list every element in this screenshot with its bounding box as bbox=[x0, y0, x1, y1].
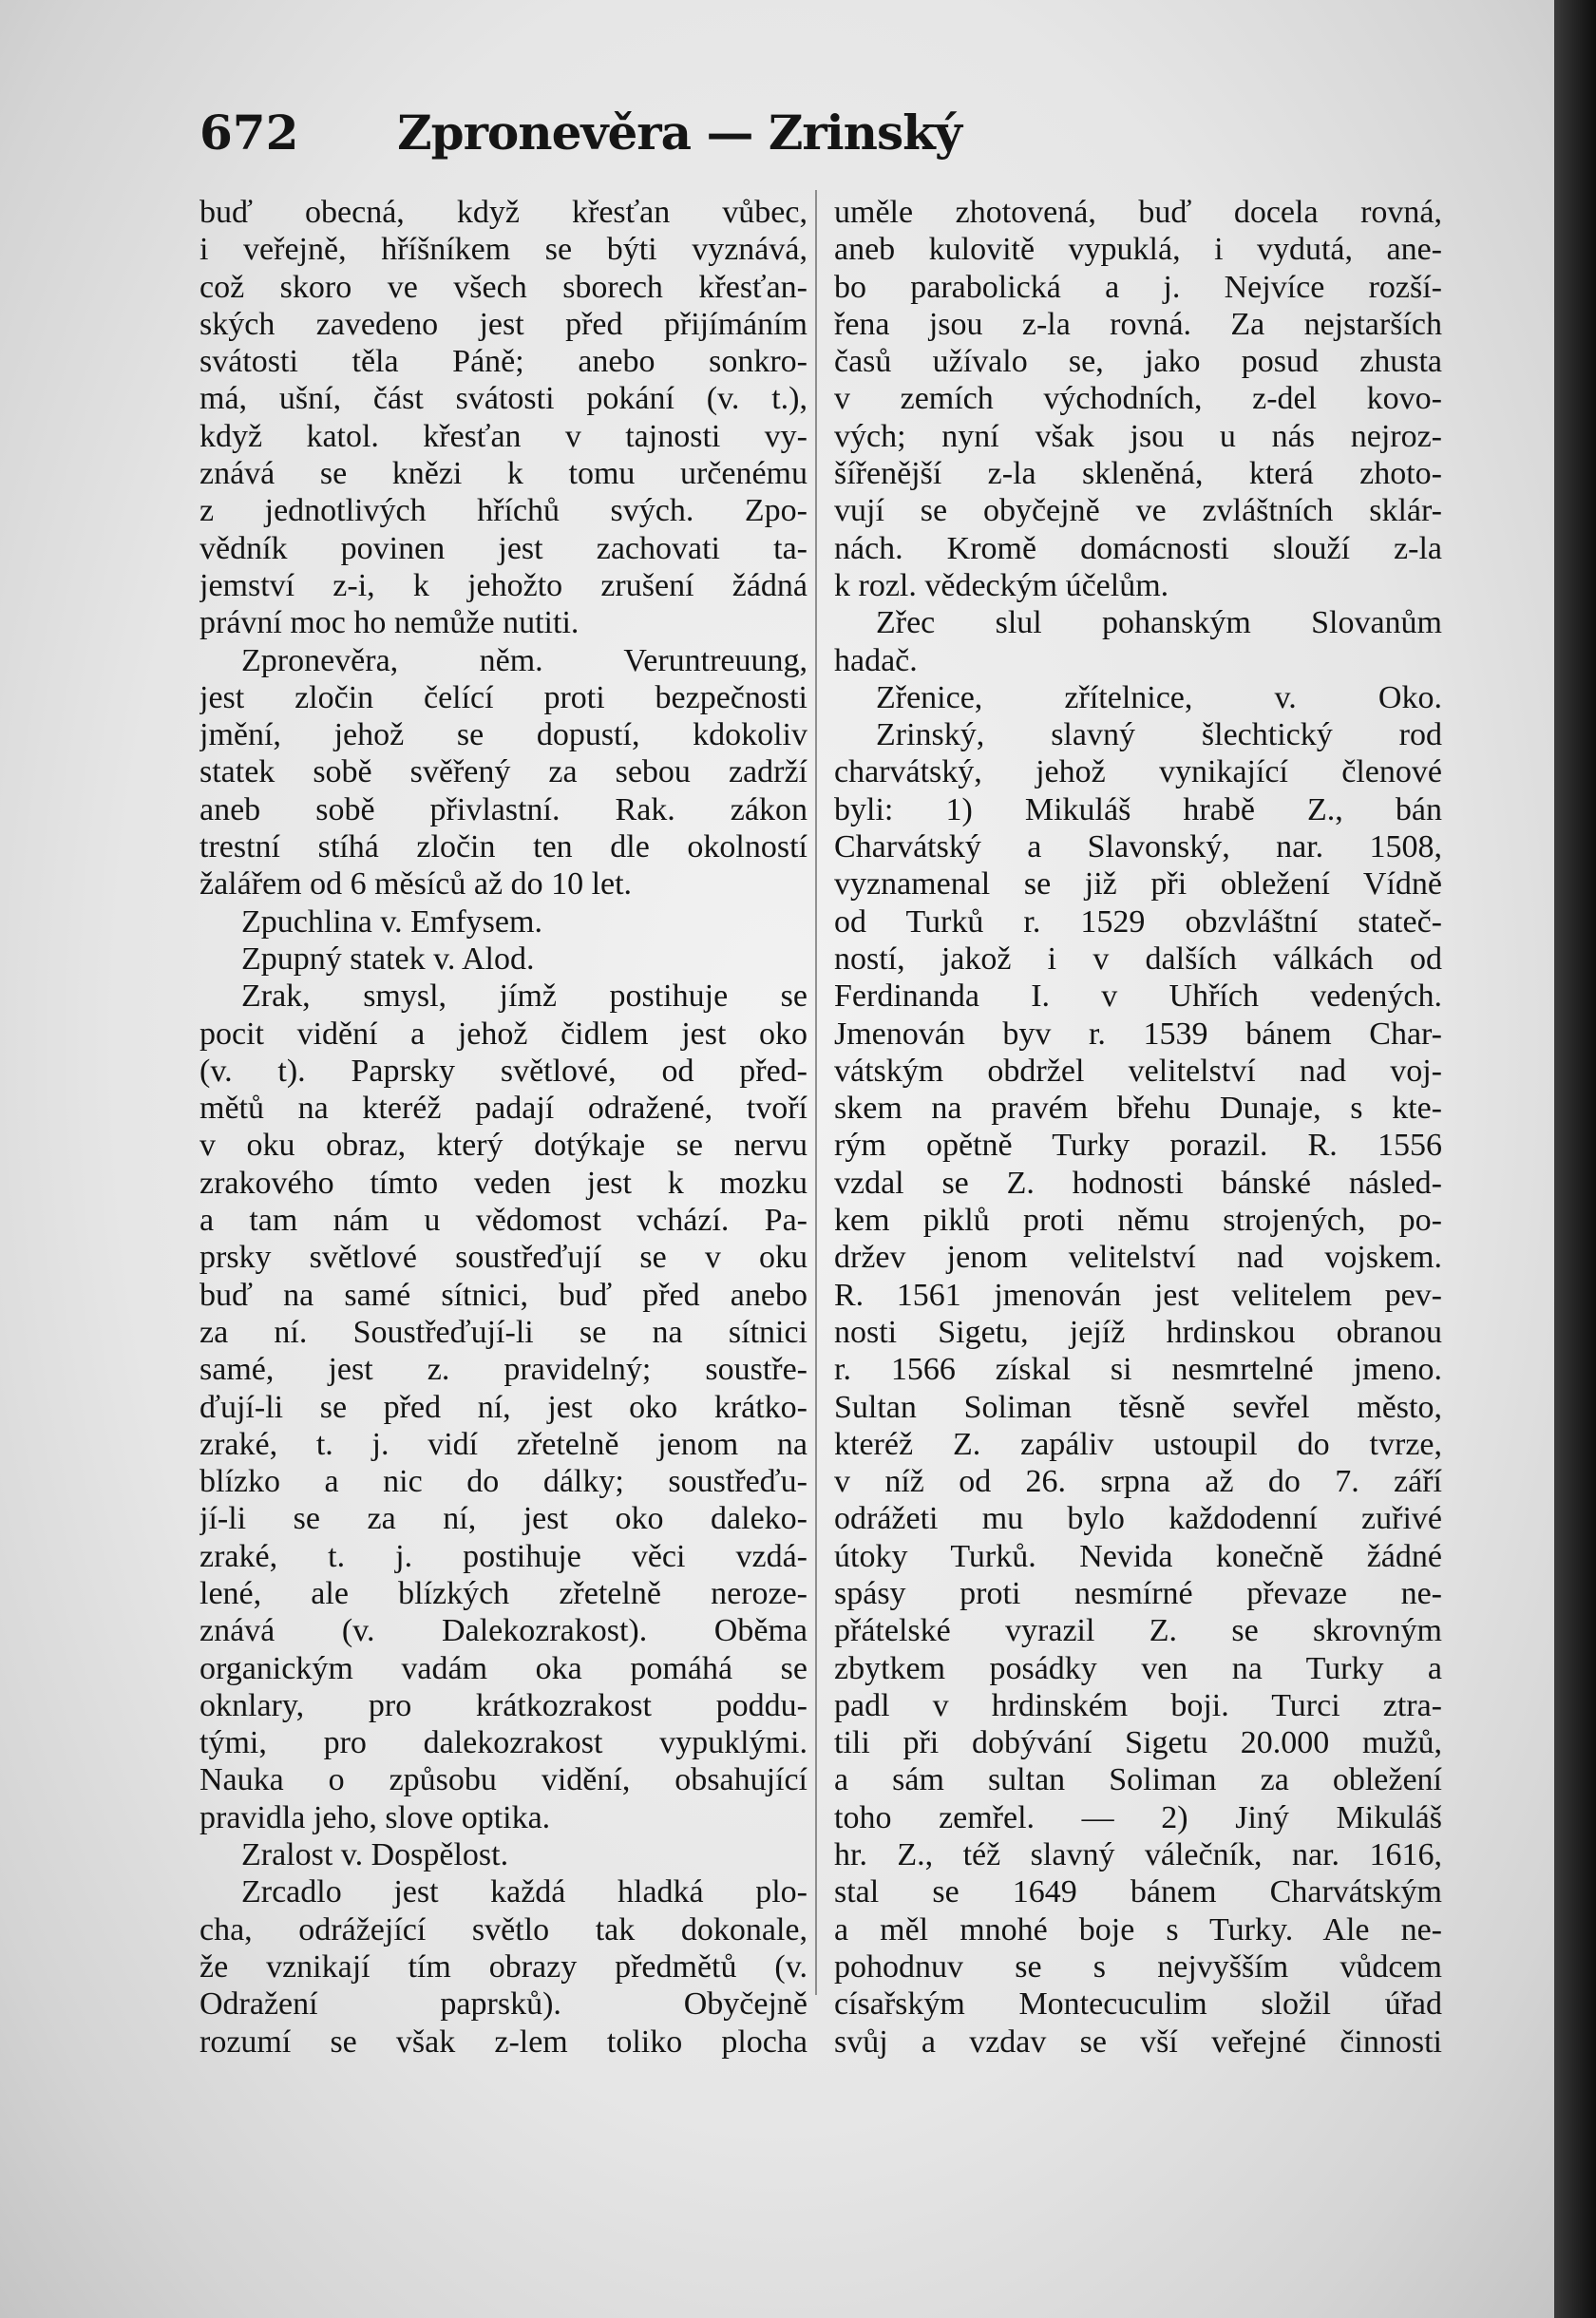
right-column bbox=[834, 194, 1442, 2061]
text-line: Nauka o způsobu vidění, obsahující bbox=[200, 1762, 808, 1798]
text-line: Zrak, smysl, jímž postihuje se bbox=[241, 978, 808, 1015]
text-line: (v. t). Paprsky světlové, od před- bbox=[200, 1053, 808, 1089]
text-line: právní moc ho nemůže nutiti. bbox=[200, 605, 580, 641]
text-line: lené, ale blízkých zřetelně neroze- bbox=[200, 1575, 808, 1611]
text-line: Ferdinanda I. v Uhřích vedených. bbox=[834, 978, 1442, 1015]
text-line: r. 1566 získal si nesmrtelné jmeno. bbox=[834, 1352, 1442, 1388]
text-line: tými, pro dalekozrakost vypuklými. bbox=[200, 1725, 808, 1761]
text-line: časů užívalo se, jako posud zhusta bbox=[834, 344, 1442, 380]
text-line: svátosti těla Páně; anebo sonkro- bbox=[200, 344, 808, 380]
text-line: nosti Sigetu, jejíž hrdinskou obranou bbox=[834, 1314, 1442, 1350]
text-line: Zrcadlo jest každá hladká plo- bbox=[241, 1874, 808, 1910]
text-line: Zpuchlina v. Emfysem. bbox=[241, 903, 542, 940]
text-line: zraké, t. j. postihuje věci vzdá- bbox=[200, 1538, 808, 1574]
page-edge bbox=[1554, 0, 1596, 2318]
text-line: má, ušní, část svátosti pokání (v. t.), bbox=[200, 381, 808, 417]
text-line: ností, jakož i v dalších válkách od bbox=[834, 940, 1442, 977]
text-line: v zemích východních, z-del kovo- bbox=[834, 381, 1442, 417]
text-line: Zpupný statek v. Alod. bbox=[241, 940, 535, 977]
text-line: žalářem od 6 měsíců až do 10 let. bbox=[200, 866, 633, 902]
text-line: šířenější z-la skleněná, která zhoto- bbox=[834, 456, 1442, 492]
text-line: aneb kulovitě vypuklá, i vydutá, ane- bbox=[834, 232, 1442, 268]
text-line: a tam nám u vědomost vchází. Pa- bbox=[200, 1203, 808, 1239]
text-line: buď obecná, když křesťan vůbec, bbox=[200, 195, 808, 230]
text-line: což skoro ve všech sborech křesťan- bbox=[200, 269, 808, 305]
text-line: zbytkem posádky ven na Turky a bbox=[834, 1650, 1442, 1686]
text-line: bo parabolická a j. Nejvíce rozší- bbox=[834, 269, 1442, 305]
text-line: charvátský, jehož vynikající členové bbox=[834, 754, 1442, 790]
text-line: držev jenom velitelství nad vojskem. bbox=[834, 1240, 1442, 1276]
text-line: k rozl. vědeckým účelům. bbox=[834, 567, 1169, 603]
text-line: prsky světlové soustřeďují se v oku bbox=[200, 1240, 808, 1276]
text-line: Zpronevěra, něm. Veruntreuung, bbox=[241, 642, 808, 678]
text-line: svůj a vzdav se vší veřejné činnosti bbox=[834, 2024, 1442, 2060]
text-line: v níž od 26. srpna až do 7. září bbox=[834, 1464, 1442, 1500]
text-line: Charvátský a Slavonský, nar. 1508, bbox=[834, 829, 1442, 865]
text-line: ských zavedeno jest před přijímáním bbox=[200, 306, 808, 342]
text-line: skem na pravém břehu Dunaje, s kte- bbox=[834, 1091, 1442, 1127]
text-line: vých; nyní však jsou u nás nejroz- bbox=[834, 418, 1442, 454]
text-line: rým opětně Turky porazil. R. 1556 bbox=[834, 1128, 1442, 1164]
text-line: samé, jest z. pravidelný; soustře- bbox=[200, 1352, 808, 1388]
text-line: znává (v. Dalekozrakost). Oběma bbox=[200, 1613, 808, 1649]
text-line: od Turků r. 1529 obzvláštní stateč- bbox=[834, 903, 1442, 940]
text-line: hr. Z., též slavný válečník, nar. 1616, bbox=[834, 1837, 1442, 1873]
text-line: Zřec slul pohanským Slovanům bbox=[876, 605, 1442, 641]
text-line: že vznikají tím obrazy předmětů (v. bbox=[200, 1948, 808, 1985]
text-line: císařským Montecuculim složil úřad bbox=[834, 1986, 1442, 2023]
text-line: Odražení paprsků). Obyčejně bbox=[200, 1986, 808, 2023]
text-line: aneb sobě přivlastní. Rak. zákon bbox=[200, 791, 808, 827]
text-line: jmění, jehož se dopustí, kdokoliv bbox=[200, 717, 808, 753]
text-line: řena jsou z-la rovná. Za nejstarších bbox=[834, 306, 1442, 342]
text-line: pocit vidění a jehož čidlem jest oko bbox=[200, 1016, 808, 1052]
column-divider bbox=[815, 190, 817, 1995]
text-line: útoky Turků. Nevida konečně žádné bbox=[834, 1538, 1442, 1574]
text-line: znává se knězi k tomu určenému bbox=[200, 456, 808, 492]
text-line: rozumí se však z-lem toliko plocha bbox=[200, 2024, 808, 2060]
text-line: jest zločin čelící proti bezpečnosti bbox=[200, 679, 808, 715]
text-line: kem piklů proti němu strojených, po- bbox=[834, 1203, 1442, 1239]
text-line: kteréž Z. zapáliv ustoupil do tvrze, bbox=[834, 1426, 1442, 1462]
text-line: jí-li se za ní, jest oko daleko- bbox=[200, 1501, 808, 1537]
text-line: z jednotlivých hříchů svých. Zpo- bbox=[200, 493, 808, 529]
text-line: za ní. Soustřeďují-li se na sítnici bbox=[200, 1314, 808, 1350]
text-line: padl v hrdinském boji. Turci ztra- bbox=[834, 1687, 1442, 1723]
text-line: v oku obraz, který dotýkaje se nervu bbox=[200, 1128, 808, 1164]
text-line: pravidla jeho, slove optika. bbox=[200, 1799, 551, 1835]
text-line: R. 1561 jmenován jest velitelem pev- bbox=[834, 1277, 1442, 1313]
text-line: a měl mnohé boje s Turky. Ale ne- bbox=[834, 1911, 1442, 1948]
text-line: jemství z-i, k jehožto zrušení žádná bbox=[200, 567, 808, 603]
text-line: vědník povinen jest zachovati ta- bbox=[200, 530, 808, 566]
text-line: Zrinský, slavný šlechtický rod bbox=[876, 717, 1442, 753]
text-line: oknlary, pro krátkozrakost poddu- bbox=[200, 1687, 808, 1723]
text-line: toho zemřel. — 2) Jiný Mikuláš bbox=[834, 1799, 1442, 1835]
text-line: Sultan Soliman těsně sevřel město, bbox=[834, 1389, 1442, 1425]
text-line: Zralost v. Dospělost. bbox=[241, 1837, 509, 1873]
text-line: hadač. bbox=[834, 642, 918, 678]
text-line: vují se obyčejně ve zvláštních sklár- bbox=[834, 493, 1442, 529]
text-line: pohodnuv se s nejvyšším vůdcem bbox=[834, 1948, 1442, 1985]
text-line: stal se 1649 bánem Charvátským bbox=[834, 1874, 1442, 1910]
text-line: nách. Kromě domácnosti slouží z-la bbox=[834, 530, 1442, 566]
text-line: Jmenován byv r. 1539 bánem Char- bbox=[834, 1016, 1442, 1052]
page-header bbox=[200, 104, 1159, 171]
text-line: trestní stíhá zločin ten dle okolností bbox=[200, 829, 808, 865]
text-line: buď na samé sítnici, buď před anebo bbox=[200, 1277, 808, 1313]
text-line: byli: 1) Mikuláš hrabě Z., bán bbox=[834, 791, 1442, 827]
text-line: mětů na kteréž padají odražené, tvoří bbox=[200, 1091, 808, 1127]
text-line: organickým vadám oka pomáhá se bbox=[200, 1650, 808, 1686]
text-line: zrakového tímto veden jest k mozku bbox=[200, 1165, 808, 1201]
text-line: i veřejně, hříšníkem se býti vyznává, bbox=[200, 232, 808, 268]
text-line: uměle zhotovená, buď docela rovná, bbox=[834, 195, 1442, 230]
text-line: zraké, t. j. vidí zřetelně jenom na bbox=[200, 1426, 808, 1462]
text-line: vzdal se Z. hodnosti bánské násled- bbox=[834, 1165, 1442, 1201]
text-line: tili při dobývání Sigetu 20.000 mužů, bbox=[834, 1725, 1442, 1761]
text-line: Zřenice, zřítelnice, v. Oko. bbox=[876, 679, 1442, 715]
text-line: ďují-li se před ní, jest oko krátko- bbox=[200, 1389, 808, 1425]
text-line: vátským obdržel velitelství nad voj- bbox=[834, 1053, 1442, 1089]
text-line: cha, odrážející světlo tak dokonale, bbox=[200, 1911, 808, 1948]
text-line: přátelské vyrazil Z. se skrovným bbox=[834, 1613, 1442, 1649]
text-line: a sám sultan Soliman za obležení bbox=[834, 1762, 1442, 1798]
left-column bbox=[200, 194, 808, 2061]
text-line: když katol. křesťan v tajnosti vy- bbox=[200, 418, 808, 454]
running-head: Zpronevěra — Zrinský bbox=[397, 104, 961, 161]
text-line: spásy proti nesmírné převaze ne- bbox=[834, 1575, 1442, 1611]
page-number: 672 bbox=[200, 104, 299, 161]
text-line: blízko a nic do dálky; soustřeďu- bbox=[200, 1464, 808, 1500]
text-line: vyznamenal se již při obležení Vídně bbox=[834, 866, 1442, 902]
text-line: odrážeti mu bylo každodenní zuřivé bbox=[834, 1501, 1442, 1537]
text-line: statek sobě svěřený za sebou zadrží bbox=[200, 754, 808, 790]
